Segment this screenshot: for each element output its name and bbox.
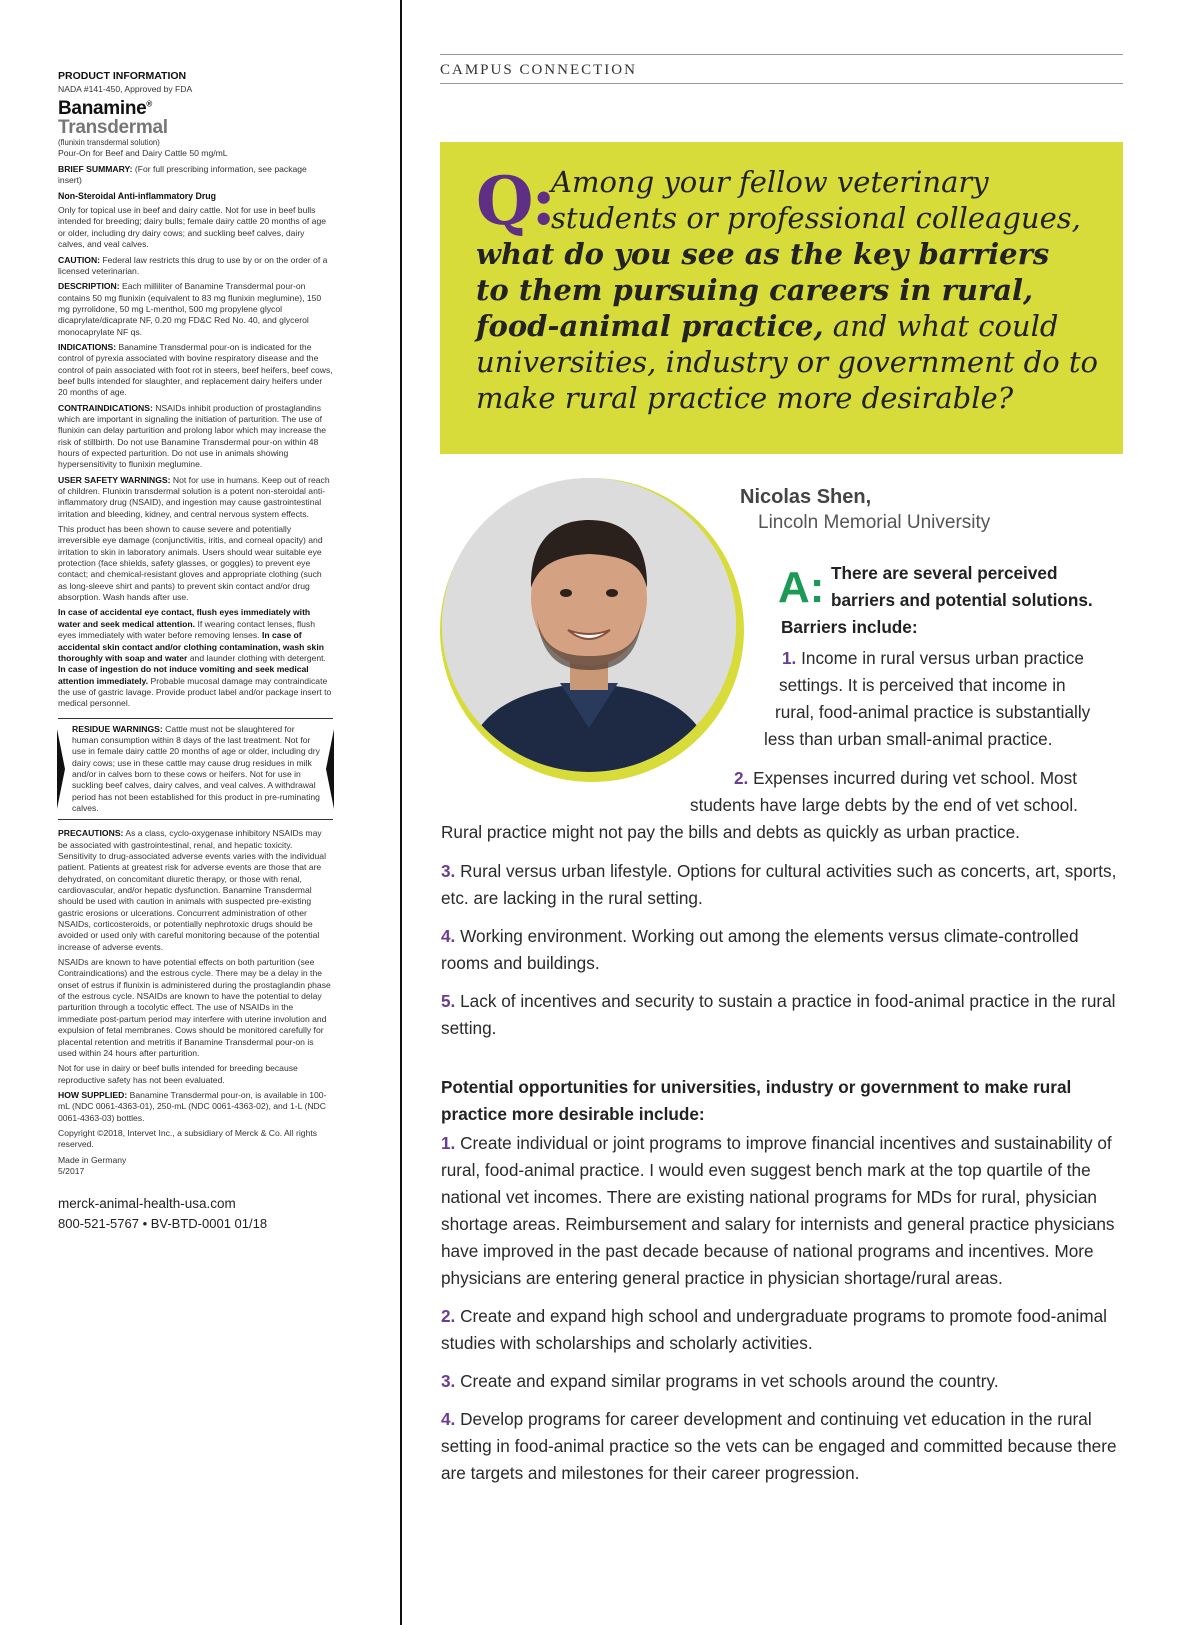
- label-date: 5/2017: [58, 1165, 85, 1176]
- opportunity-3: 3. Create and expand similar programs in vet schools around the country.: [441, 1371, 999, 1391]
- barrier-3: 3. Rural versus urban lifestyle. Options for cultural activities such as concerts, art, sports, etc. are lacking in the rural setting.: [441, 861, 1117, 908]
- nsaid-text: Only for topical use in beef and dairy cattle. Not for use in beef bulls intended for breeding; dairy bulls; female dairy cattle 20 months of age or older, including dry dairy cows; and suckling beef calves, dairy calves, and veal calves.: [58, 205, 326, 250]
- website-link[interactable]: merck-animal-health-usa.com: [58, 1196, 236, 1212]
- breeding-note: Not for use in dairy or beef bulls intended for breeding because reproductive safety has not been evaluated.: [58, 1063, 298, 1085]
- indications: INDICATIONS: Banamine Transdermal pour-on is indicated for the control of pyrexia associated with bovine respiratory disease and the control of pain associated with foot rot in steers, beef heifers, beef cows, beef bulls intended for slaughter, and replacement dairy heifers under 20 months of age.: [58, 341, 333, 398]
- barrier-1-line2: settings. It is perceived that income in: [779, 675, 1066, 695]
- barrier-2-line3: Rural practice might not pay the bills and debts as quickly as urban practice.: [441, 822, 1020, 842]
- product-strength: Pour-On for Beef and Dairy Cattle 50 mg/mL: [58, 148, 228, 159]
- author-name: Nicolas Shen,: [740, 486, 872, 508]
- generic-name: (flunixin transdermal solution): [58, 138, 160, 148]
- accidental-exposure: In case of accidental eye contact, flush eyes immediately with water and seek medical attention. If wearing contact lenses, flush eyes immediately with water before removing lenses. In case of accidental skin contact and/or clothing contamination, wash skin thoroughly with soap and water and launder clothing with detergent. In case of ingestion do not induce vomiting and seek medical attention immediately. Probable mucosal damage may contraindicate the use of gastric lavage. Provide product label and/or package insert to medical personnel.: [58, 607, 332, 709]
- section-header: CAMPUS CONNECTION: [440, 54, 1123, 84]
- made-in: Made in Germany: [58, 1154, 127, 1165]
- barriers-list-continued: [441, 858, 1121, 1053]
- barrier-5: 5. Lack of incentives and security to sustain a practice in food-animal practice in the rural setting.: [441, 991, 1116, 1038]
- nada-approval: NADA #141-450, Approved by FDA: [58, 83, 193, 94]
- right-arrow-marker: [326, 729, 334, 809]
- user-safety-warnings: USER SAFETY WARNINGS: Not for use in humans. Keep out of reach of children. Flunixin transdermal solution is a potent non-steroidal anti-inflammatory drug (NSAID), and ingestion may cause gastrointestinal irritation and bleeding, kidney, and central nervous system effects.: [58, 474, 330, 519]
- barrier-2-line2: students have large debts by the end of vet school.: [690, 795, 1078, 815]
- precautions: PRECAUTIONS: As a class, cyclo-oxygenase inhibitory NSAIDs may be associated with gastrointestinal, renal, and hepatic toxicity. Sensitivity to drug-associated adverse events varies with the individual patient. Patients at greatest risk for adverse events are those that are dehydrated, on concomitant diuretic therapy, or those with renal, cardiovascular, and/or hepatic dysfunction. Banamine Transdermal should be used with caution in animals with suspected pre-existing gastric erosions or ulcerations. Concurrent administration of other NSAIDs, corticosteroids, or potentially nephrotoxic drugs should be avoided or used only with careful monitoring because of the potential increase of adverse events.: [58, 828, 326, 952]
- barrier-1-line4: less than urban small-animal practice.: [764, 729, 1053, 749]
- opportunities-section: [441, 1074, 1121, 1498]
- opportunity-2: 2. Create and expand high school and undergraduate programs to promote food-animal studies with scholarships and scholarly activities.: [441, 1306, 1107, 1353]
- question-text: Among your fellow veterinary students or professional colleagues, what do you see as the key barriers to them pursuing careers in rural, food-animal practice, and what could universities, industry or government do to make rural practice more desirable?: [476, 165, 1099, 415]
- brand-name-line2: Transdermal: [58, 117, 168, 139]
- product-information-title: PRODUCT INFORMATION: [58, 70, 187, 82]
- residue-warnings-box: [58, 718, 333, 821]
- brand-name: Banamine®: [58, 98, 153, 120]
- barriers-heading: Barriers include:: [781, 617, 918, 637]
- eye-damage-warning: This product has been shown to cause severe and potentially irreversible eye damage (conjunctivitis, iritis, and corneal opacity) and irritation to skin in laboratory animals. Users should wear suitable eye protection (face shields, safety glasses, or goggles) to prevent eye contact; and chemical-resistant gloves and appropriate clothing (such as long-sleeve shirt and pants) to prevent skin contact and/or drug absorption. Wash hands after use.: [58, 524, 323, 603]
- nsaid-heading: Non-Steroidal Anti-inflammatory Drug: [58, 190, 217, 201]
- answer-intro: There are several perceived barriers and potential solutions.: [831, 563, 1093, 610]
- barrier-1: 1. Income in rural versus urban practice: [782, 648, 1084, 668]
- opportunity-1: 1. Create individual or joint programs to improve financial incentives and sustainability of rural, food-animal practice. I would even suggest bench mark at the top quartile of the national vet incomes. There are existing national programs for MDs for rural, physician shortage areas. Reimbursement and salary for internists and general practice physicians have improved in the past decade because of national programs and incentives. More physicians are entering general practice in physician shortage/rural areas.: [441, 1133, 1115, 1288]
- brief-summary: BRIEF SUMMARY: (For full prescribing information, see package insert): [58, 163, 307, 186]
- barrier-2: 2. Expenses incurred during vet school. Most: [734, 768, 1077, 788]
- contraindications: CONTRAINDICATIONS: NSAIDs inhibit production of prostaglandins which are important in signaling the initiation of parturition. The use of flunixin can delay parturition and prolong labor which may increase the risk of stillbirth. Do not use Banamine Transdermal pour-on within 48 hours of expected parturition. Do not use in animals showing hypersensitivity to flunixin meglumine.: [58, 402, 326, 470]
- product-information-column: [58, 70, 333, 1232]
- author-portrait: [442, 478, 736, 772]
- portrait-illustration: [442, 478, 736, 772]
- caution: CAUTION: Federal law restricts this drug to use by or on the order of a licensed veterinarian.: [58, 254, 328, 276]
- copyright: Copyright ©2018, Intervet Inc., a subsidiary of Merck & Co. All rights reserved.: [58, 1127, 318, 1150]
- left-arrow-marker: [57, 729, 65, 809]
- phone-and-code: 800-521-5767 • BV-BTD-0001 01/18: [58, 1216, 268, 1232]
- description: DESCRIPTION: Each milliliter of Banamine Transdermal pour-on contains 50 mg flunixin (equivalent to 83 mg flunixin meglumine), 150 mg pyrrolidone, 50 mg L-menthol, 500 mg propylene glycol dicaprylate/dicaprate NF, 0.20 mg FD&C Red No. 40, and glycerol monocaprylate NF qs.: [58, 281, 322, 337]
- residue-warnings: RESIDUE WARNINGS: Cattle must not be slaughtered for human consumption within 8 days of the last treatment. Not for use in female dairy cattle 20 months of age or older, including dry dairy cows; use in these cattle may cause drug residues in milk and/or in calves born to these cows or heifers. Not for use in suckling beef calves, dairy calves, and veal calves. A withdrawal period has not been established for this product in pre-ruminating calves.: [72, 723, 320, 813]
- barrier-1-line3: rural, food-animal practice is substantially: [775, 702, 1091, 722]
- author-school: Lincoln Memorial University: [758, 512, 991, 533]
- question-letter: Q:: [476, 162, 554, 240]
- how-supplied: HOW SUPPLIED: Banamine Transdermal pour-on, is available in 100-mL (NDC 0061-4363-01), 250-mL (NDC 0061-4363-02), and 1-L (NDC 0061-4363-03) bottles.: [58, 1089, 327, 1123]
- column-divider: [400, 0, 402, 1625]
- question-box: [440, 142, 1123, 454]
- answer-letter: A:: [778, 563, 825, 612]
- opportunity-4: 4. Develop programs for career development and continuing vet education in the rural setting in food-animal practice so the vets can be engaged and committed because there are targets and milestones for their career progression.: [441, 1409, 1117, 1483]
- opportunities-heading: Potential opportunities for universities, industry or government to make rural practice more desirable include:: [441, 1077, 1072, 1124]
- barrier-4: 4. Working environment. Working out among the elements versus climate-controlled rooms and buildings.: [441, 926, 1079, 973]
- parturition-note: NSAIDs are known to have potential effects on both parturition (see Contraindications) and the estrous cycle. There may be a delay in the onset of estrus if flunixin is administered during the prostaglandin phase of the estrous cycle. NSAIDs are known to have the potential to delay parturition through a tocolytic effect. The use of NSAIDs in the immediate post-partum period may interfere with uterine involution and expulsion of fetal membranes. Cows should be monitored carefully for placental retention and metritis if Banamine Transdermal pour-on is used within 24 hours after parturition.: [58, 957, 331, 1058]
